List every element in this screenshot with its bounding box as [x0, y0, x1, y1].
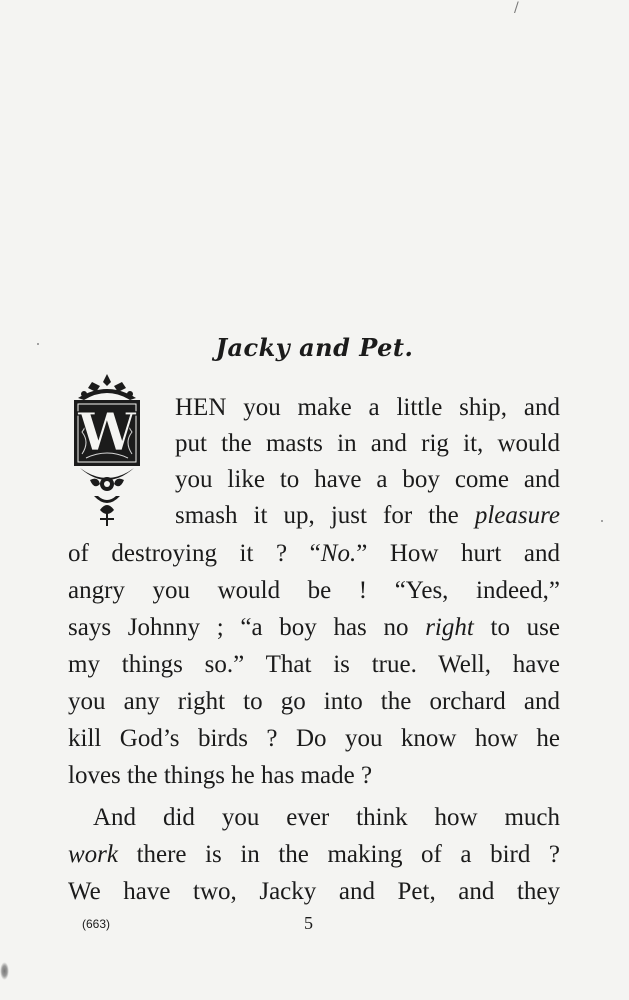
printer-signature: (663)	[82, 917, 111, 931]
scan-speck	[601, 520, 603, 522]
ornate-initial-w-icon	[64, 372, 150, 530]
drop-cap-letter: W	[77, 402, 137, 463]
text-line-1: HEN you make a little ship, and	[175, 394, 560, 421]
text-line-14: We have two, Jacky and Pet, and they	[68, 878, 560, 905]
text-line-10: kill God’s birds ? Do you know how he	[68, 725, 560, 752]
text-line-3: you like to have a boy come and	[175, 466, 560, 493]
text-line-12: And did you ever think how much	[93, 804, 560, 831]
text-line-8: my things so.” That is true. Well, have	[68, 651, 560, 678]
chapter-title: Jacky and Pet.	[215, 333, 414, 362]
text-line-4: smash it up, just for the pleasure	[175, 502, 560, 529]
scan-speck	[37, 343, 39, 345]
text-line-7: says Johnny ; “a boy has no right to use	[68, 614, 560, 641]
text-line-5: of destroying it ? “No.” How hurt and	[68, 540, 561, 567]
page-number: 5	[304, 913, 313, 933]
text-line-6: angry you would be ! “Yes, indeed,”	[68, 577, 560, 604]
text-line-13: work there is in the making of a bird ?	[68, 841, 560, 868]
text-line-11: loves the things he has made ?	[68, 762, 373, 789]
text-line-2: put the masts in and rig it, would	[175, 430, 560, 457]
corner-mark: /	[514, 0, 519, 16]
scan-smudge	[0, 962, 9, 980]
text-line-9: you any right to go into the orchard and	[68, 688, 560, 715]
